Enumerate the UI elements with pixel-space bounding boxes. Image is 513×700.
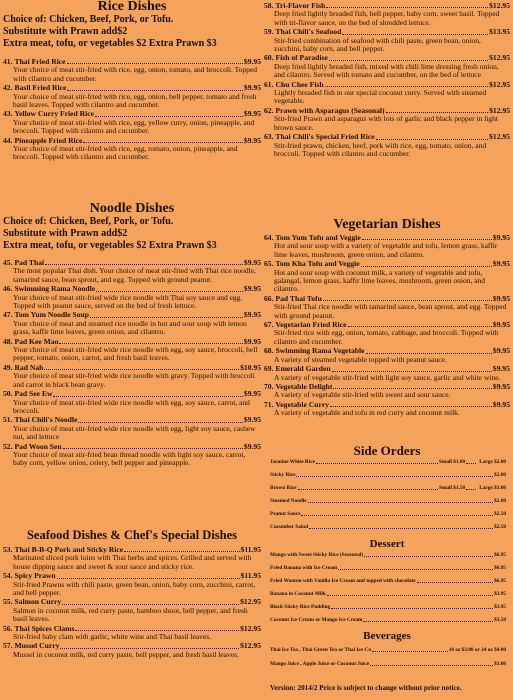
rice-extra: Extra meat, tofu, or vegetables $2 Extra Prawn $3 bbox=[3, 38, 217, 49]
menu-item-description: Hot and sour soup with coconut milk, a variety of vegetable and tofu, galangal, lemon grass, kaffir lime leaves, mushroom, green onion, and cilantro. bbox=[274, 267, 486, 294]
dot-leader bbox=[67, 84, 243, 90]
menu-item-price: $9.95 bbox=[492, 320, 510, 330]
menu-item-price: $12.95 bbox=[489, 53, 510, 63]
side-item-price: $3.50 bbox=[494, 617, 506, 623]
menu-item-number: 58. bbox=[264, 1, 274, 10]
side-row bbox=[270, 472, 506, 478]
menu-item bbox=[3, 110, 261, 135]
side-item-large-price: Large $3.00 bbox=[479, 485, 506, 491]
menu-item-name: Vegetarian Fried Rice bbox=[275, 320, 347, 330]
vegetarian-header bbox=[264, 218, 510, 232]
menu-item bbox=[3, 259, 261, 284]
dot-leader bbox=[78, 416, 243, 422]
dot-leader bbox=[363, 617, 493, 622]
side-item-price: $3.95 bbox=[494, 604, 506, 610]
dot-leader bbox=[417, 578, 493, 583]
side-item-price: $6.95 bbox=[494, 578, 506, 584]
menu-item-description: Mussel in coconut milk, red curry paste, bell pepper, and fresh basil leaves. bbox=[13, 649, 239, 659]
menu-item-price: $9.95 bbox=[492, 364, 510, 374]
side-item-name: Cucumber Salad bbox=[270, 524, 309, 530]
menu-item-description: Deep fried lightly breaded fish, bell pepper, baby corn, sweet basil. Topped with tri-flavor sauce, on the bed of shredded lettuce. bbox=[274, 9, 500, 27]
menu-item bbox=[264, 234, 510, 259]
menu-item-name: Vegetable Curry bbox=[275, 399, 329, 409]
menu-item-price: $9.95 bbox=[243, 109, 261, 119]
menu-item-name: Thai Fried Rice bbox=[14, 57, 66, 66]
menu-item-number: 55. bbox=[3, 597, 13, 607]
side-item-name: Fried Banana with Ice Cream bbox=[270, 565, 338, 571]
menu-item-name: Pad Kee Mao bbox=[14, 336, 59, 346]
menu-item-description: Your choice of meat stir-fried with rice, egg, onion, tomato, and broccoli. Topped with cilantro and cucumber. bbox=[13, 65, 257, 83]
side-row bbox=[270, 578, 506, 584]
menu-item-description: Stir-fried rice with egg, onion, tomato, cabbage, and broccoli. Topped with cilantro and cucumber. bbox=[274, 328, 499, 346]
menu-item-price: $9.95 bbox=[243, 389, 261, 399]
menu-item-description: A variety of steamed vegetable topped with peanut sauce. bbox=[274, 354, 447, 364]
menu-item bbox=[264, 260, 510, 294]
side-item-name: Banana in Coconut Milk bbox=[270, 591, 326, 597]
seafood-title: Seafood Dishes & Chef's Special Dishes bbox=[26, 528, 238, 542]
noodle-extra: Extra meat, tofu, or vegetables $2 Extra Prawn $3 bbox=[3, 240, 217, 251]
dot-leader bbox=[338, 565, 493, 570]
menu-item-name: Rad Nah bbox=[14, 362, 44, 372]
menu-item-number: 69. bbox=[264, 364, 274, 374]
dot-leader bbox=[62, 598, 239, 604]
menu-item-price: $9.95 bbox=[243, 310, 261, 320]
side-item-name: Jasmine White Rice bbox=[270, 459, 315, 465]
dot-leader bbox=[342, 28, 488, 34]
menu-item-price: $13.95 bbox=[489, 27, 510, 37]
dot-leader bbox=[332, 365, 492, 371]
menu-item bbox=[3, 338, 261, 363]
dot-leader bbox=[45, 259, 243, 265]
menu-item bbox=[3, 390, 261, 415]
menu-item bbox=[3, 285, 261, 310]
menu-item-description: Stir-fried Thai rice noodle with tamarind sauce, bean sprout, and egg. Topped with ground peanut. bbox=[274, 302, 507, 320]
menu-item-price: $9.95 bbox=[243, 336, 261, 346]
dot-leader bbox=[361, 260, 492, 266]
menu-item-number: 43. bbox=[3, 109, 13, 119]
menu-item bbox=[264, 383, 510, 400]
menu-item-number: 59. bbox=[264, 27, 274, 37]
menu-item-name: Thai Chili's Special Fried Rice bbox=[275, 132, 375, 142]
menu-item-number: 53. bbox=[3, 545, 13, 554]
menu-item-price: $9.95 bbox=[492, 293, 510, 303]
menu-item-description: Your choice of meat stir-fried with rice, egg, yellow curry, onion, pineapple, and broccoli. Topped with cilantro and cucumber. bbox=[13, 117, 255, 136]
menu-item-price: $12.95 bbox=[489, 79, 510, 89]
menu-item-number: 46. bbox=[3, 284, 13, 294]
menu-item bbox=[3, 364, 261, 389]
menu-item-name: Tom Yum Tofu and Veggie bbox=[275, 233, 361, 242]
menu-item-price: $11.95 bbox=[240, 545, 261, 554]
dot-leader bbox=[308, 498, 493, 503]
side-item-price: $3.95 bbox=[494, 591, 506, 597]
side-item-price: $6.95 bbox=[494, 565, 506, 571]
side-row bbox=[270, 661, 506, 667]
seafood-header bbox=[3, 528, 261, 542]
menu-item bbox=[3, 642, 261, 659]
side-item-name: Coconut Ice Cream or Mango Ice Cream bbox=[270, 617, 363, 623]
menu-item-price: $9.95 bbox=[243, 83, 261, 93]
dot-leader bbox=[301, 511, 493, 516]
specials-list bbox=[264, 2, 510, 159]
side-row bbox=[270, 552, 506, 558]
menu-item-name: Thai B-B-Q Pork and Sticky Rice bbox=[14, 545, 124, 554]
menu-item bbox=[3, 58, 261, 83]
dot-leader bbox=[296, 472, 493, 477]
menu-item-name: Tom Yum Noodle Soup bbox=[14, 310, 89, 320]
noodle-header bbox=[3, 202, 261, 252]
side-orders-title: Side Orders bbox=[353, 443, 421, 458]
menu-item bbox=[3, 416, 261, 441]
dot-leader bbox=[376, 133, 488, 139]
side-item-price: $2.50 bbox=[494, 511, 506, 517]
menu-item bbox=[264, 54, 510, 79]
menu-item-description: Your choice of meat stir-fried wide rice noodle with egg, soy sauce, carrot, and broccoli. bbox=[13, 397, 250, 415]
noodle-title: Noodle Dishes bbox=[89, 201, 175, 216]
side-row bbox=[270, 459, 506, 465]
menu-item-price: $12.95 bbox=[240, 597, 261, 607]
rice-substitute: Substitute with Prawn add$2 bbox=[3, 26, 128, 37]
side-item-name: Peanut Sauce bbox=[270, 511, 301, 517]
menu-item-description: Marinated sliced pork loins with Thai herbs and spices. Grilled and served with house dipping sauce and sweet & sour sauce and sticky rice. bbox=[13, 553, 252, 571]
side-row bbox=[270, 591, 506, 597]
menu-item bbox=[264, 28, 510, 53]
menu-item-price: $9.95 bbox=[243, 258, 261, 267]
side-row bbox=[270, 604, 506, 610]
dot-leader bbox=[364, 552, 493, 557]
menu-item-price: $12.95 bbox=[489, 132, 510, 142]
dot-leader bbox=[333, 383, 492, 389]
menu-item-name: Pineapple Fried Rice bbox=[14, 135, 83, 145]
menu-item-price: $12.95 bbox=[489, 105, 510, 115]
menu-item bbox=[264, 365, 510, 382]
menu-item-description: Stir-fried combination of seafood with chili paste, green bean, onion, zucchini, baby corn, and bell pepper. bbox=[274, 35, 481, 54]
menu-item-number: 42. bbox=[3, 83, 13, 93]
side-item-name: Black Sticky Rice Pudding bbox=[270, 604, 331, 610]
menu-item-name: Fish of Paradise bbox=[275, 53, 328, 63]
menu-item-name: Swimming Rama Noodle bbox=[14, 284, 96, 294]
menu-item-number: 71. bbox=[264, 399, 274, 409]
dot-leader bbox=[386, 107, 489, 113]
dot-leader bbox=[325, 81, 489, 87]
dot-leader bbox=[316, 459, 438, 464]
menu-item-number: 41. bbox=[3, 57, 13, 66]
menu-item-number: 50. bbox=[3, 389, 13, 399]
menu-item-number: 70. bbox=[264, 381, 274, 391]
menu-item-description: Stir-fried baby clam with garlic, white wine and Thai basil leaves. bbox=[13, 632, 211, 642]
dot-leader bbox=[53, 390, 242, 396]
menu-item-number: 62. bbox=[264, 105, 274, 115]
menu-item-price: $9.95 bbox=[492, 346, 510, 356]
dot-leader bbox=[348, 321, 492, 327]
menu-item-description: Salmon in coconut milk, red curry paste, bamboo shoot, bell pepper, and fresh basil leaves. bbox=[13, 605, 248, 624]
menu-item-description: Your choice of meat stir-fried wide rice noodle with egg, soy sauce, broccoli, bell pepper, tomato, onion, carrot, and fresh basil leaves. bbox=[13, 345, 258, 363]
menu-item-description: Your choice of meat stir-fried wide rice noodle with gravy. Topped with broccoli and carrot in black bean gravy. bbox=[13, 371, 255, 389]
menu-item-number: 64. bbox=[264, 233, 274, 242]
menu-item-price: $10.95 bbox=[240, 362, 261, 372]
menu-item-price: $9.95 bbox=[492, 233, 510, 242]
menu-item-price: $9.95 bbox=[243, 284, 261, 294]
dot-leader bbox=[83, 137, 242, 143]
side-row bbox=[270, 647, 506, 653]
menu-item-number: 45. bbox=[3, 258, 13, 267]
dot-leader bbox=[44, 364, 239, 370]
dot-leader bbox=[331, 604, 493, 609]
menu-item bbox=[3, 137, 261, 162]
rice-list bbox=[3, 58, 261, 163]
menu-item-price: $9.95 bbox=[243, 57, 261, 66]
menu-item-description: A variety of vegetable stir-fried with light soy sauce, garlic and white wine. bbox=[274, 372, 501, 382]
menu-item-number: 65. bbox=[264, 259, 274, 269]
dot-leader bbox=[327, 591, 493, 596]
menu-item-price: $12.95 bbox=[240, 623, 261, 633]
menu-item-description: A variety of vegetable stir-fried with sweet and sour sauce. bbox=[274, 390, 451, 400]
menu-item bbox=[3, 572, 261, 597]
menu-item bbox=[264, 133, 510, 158]
dot-leader bbox=[366, 347, 492, 353]
menu-item-number: 56. bbox=[3, 623, 13, 633]
menu-item bbox=[3, 311, 261, 336]
side-item-name: Mango Juice , Apple Juice or Coconut Juice bbox=[270, 661, 370, 667]
dessert-section bbox=[264, 538, 510, 550]
dot-leader bbox=[124, 546, 239, 552]
menu-item-name: Thai Spices Clams bbox=[14, 623, 75, 633]
side-row bbox=[270, 524, 506, 530]
menu-item-description: Stir-fried Prawns with chili paste, green bean, onion, baby corn, zucchini, carrot, and bell pepper. bbox=[13, 579, 256, 598]
menu-item bbox=[3, 598, 261, 623]
seafood-list bbox=[3, 546, 261, 660]
menu-item-number: 48. bbox=[3, 336, 13, 346]
dessert-title: Dessert bbox=[369, 538, 405, 550]
side-item-small-price: Small $1.00 bbox=[439, 459, 466, 465]
side-item-large-price: Large $2.00 bbox=[479, 459, 506, 465]
rice-header bbox=[3, 0, 261, 50]
menu-item-description: Stir-fried prawn, chicken, beef, pork with rice, egg, tomato, onion, and broccoli. Topped with cilantro and cucumber. bbox=[274, 140, 487, 158]
side-item-small-price: Small $1.50 bbox=[439, 485, 466, 491]
side-item-price: $2.00 bbox=[494, 472, 506, 478]
dot-leader bbox=[96, 285, 243, 291]
menu-item-price: $12.95 bbox=[240, 641, 261, 651]
menu-item-price: $9.95 bbox=[492, 259, 510, 269]
beverages-title: Beverages bbox=[363, 630, 411, 642]
menu-item-number: 51. bbox=[3, 415, 13, 425]
menu-item-number: 67. bbox=[264, 320, 274, 330]
menu-item-price: $11.95 bbox=[240, 571, 261, 581]
menu-item-name: Thai Chili's Noodle bbox=[14, 415, 78, 425]
side-row bbox=[270, 565, 506, 571]
menu-item-name: Pad Thai Tofu bbox=[275, 293, 322, 303]
dot-leader bbox=[95, 110, 243, 116]
side-item-name: Sticky Rice bbox=[270, 472, 296, 478]
dot-leader bbox=[75, 625, 239, 631]
dot-leader bbox=[90, 311, 243, 317]
dot-leader bbox=[298, 485, 438, 490]
side-item-price: $2.00 bbox=[494, 498, 506, 504]
menu-item-number: 54. bbox=[3, 571, 13, 581]
dot-leader bbox=[59, 338, 243, 344]
menu-item-name: Prawn with Asparagus (Seasonal) bbox=[275, 105, 385, 115]
menu-item-number: 63. bbox=[264, 132, 274, 142]
menu-item-price: $9.95 bbox=[243, 135, 261, 145]
rice-choice: Choice of: Chicken, Beef, Pork, or Tofu. bbox=[3, 14, 174, 25]
menu-item bbox=[264, 401, 510, 418]
menu-item-price: $9.95 bbox=[243, 441, 261, 451]
menu-item bbox=[3, 625, 261, 642]
vegetarian-title: Vegetarian Dishes bbox=[333, 217, 441, 232]
menu-item-name: Thai Chili's Seafood bbox=[275, 27, 342, 37]
side-item-name: Steamed Noodle bbox=[270, 498, 307, 504]
menu-item-price: $9.95 bbox=[492, 399, 510, 409]
dot-leader bbox=[466, 485, 476, 490]
menu-item-description: Stir-fried Prawn and asparagus with lots of garlic and black pepper in light brown sauce. bbox=[274, 114, 498, 132]
menu-item bbox=[264, 347, 510, 364]
side-item-price: $2.50 bbox=[494, 524, 506, 530]
menu-item-description: Your choice of meat and steamed rice noodle in hot and sour soup with lemon grass, kaffir lime leaves, green onion, and cilantro. bbox=[13, 318, 247, 337]
menu-item bbox=[3, 546, 261, 571]
menu-item bbox=[3, 84, 261, 109]
menu-item bbox=[264, 295, 510, 320]
menu-item-name: Spicy Prawn bbox=[14, 571, 56, 581]
side-item-name: Brown Rice bbox=[270, 485, 297, 491]
menu-item-number: 68. bbox=[264, 346, 274, 356]
menu-item-description: Hot and sour soup with a variety of vegetable and tofu, lemon grass, kaffir lime leaves, mushroom, green onion, and cilantro. bbox=[274, 241, 498, 259]
menu-item-number: 52. bbox=[3, 441, 13, 451]
side-row bbox=[270, 498, 506, 504]
menu-item-name: Swimming Rama Vegetable bbox=[275, 346, 365, 356]
side-orders-list bbox=[270, 459, 506, 537]
menu-item-number: 66. bbox=[264, 293, 274, 303]
menu-item-price: $12.95 bbox=[489, 1, 510, 10]
menu-item-number: 47. bbox=[3, 310, 13, 320]
menu-item-name: Pad See Ew bbox=[14, 389, 53, 399]
menu-item-number: 60. bbox=[264, 53, 274, 63]
side-row bbox=[270, 485, 506, 491]
version-note: Version: 2014/2 Price is subject to change without prior notice. bbox=[270, 684, 462, 692]
side-item-name: Fried Wonton with Vanilla Ice Cream and topped with chocolate bbox=[270, 578, 416, 584]
dot-leader bbox=[362, 234, 492, 240]
side-row bbox=[270, 511, 506, 517]
menu-item-description: Lightly breaded fish in our special coconut curry. Served with steamed vegetable. bbox=[274, 88, 487, 106]
vegetarian-list bbox=[264, 234, 510, 419]
dot-leader bbox=[63, 443, 243, 449]
menu-item-name: Mussel Curry bbox=[14, 641, 60, 651]
menu-item-name: Vegetable Delight bbox=[275, 381, 333, 391]
menu-item-description: Your choice of meat stir-fried with rice, egg, onion, bell pepper, tomato and fresh basil leaves. Topped with cilantro and cucumber. bbox=[13, 91, 257, 110]
dot-leader bbox=[309, 524, 493, 529]
menu-item-name: Pad Woon Sen bbox=[14, 441, 62, 451]
dot-leader bbox=[326, 2, 488, 8]
menu-item-name: Chu Chee Fish bbox=[275, 79, 324, 89]
menu-item-description: A variety of vegetable and tofu in red curry and coconut milk. bbox=[274, 408, 460, 418]
side-row bbox=[270, 617, 506, 623]
menu-item-name: Tom Kha Tofu and Veggie bbox=[275, 259, 360, 269]
menu-item-number: 44. bbox=[3, 135, 13, 145]
menu-item-description: The most popular Thai dish. Your choice of meat stir-fried with Thai rice noodle, tamarind sauce, bean sprout, and egg. Topped with ground peanut. bbox=[13, 266, 256, 284]
noodle-list bbox=[3, 259, 261, 469]
dot-leader bbox=[60, 642, 239, 648]
menu-item-name: Pad Thai bbox=[14, 258, 45, 267]
dot-leader bbox=[466, 459, 476, 464]
menu-item-name: Emerald Garden bbox=[275, 364, 331, 374]
side-item-name: Mango with Sweet Sticky Rice (Seasonal) bbox=[270, 552, 364, 558]
menu-item-number: 49. bbox=[3, 362, 13, 372]
menu-item-name: Basil Fried Rice bbox=[14, 83, 67, 93]
menu-item-name: Yellow Curry Fried Rice bbox=[14, 109, 95, 119]
menu-item-description: Your choice of meat stir-fried wide rice noodle with Thai soy sauce and egg. Topped with peanut sauce, served on the bed of fresh lettuce. bbox=[13, 292, 243, 311]
menu-item-description: Your choice of meat stir-fried bean thread noodle with light soy sauce, carrot, baby corn, yellow onion, celery, bell pepper and pineapple. bbox=[13, 449, 246, 468]
menu-item-description: Deep fried lightly breaded fish, mixed with chili lime dressing fresh onion, and cilantro. Served with tomato and cucumber, on the bed of lettuce bbox=[274, 61, 499, 80]
menu-item-description: Your choice of meat stir-fried with rice, egg, tomato, onion, pineapple, and broccoli. Topped with cilantro and cucumber. bbox=[13, 144, 238, 162]
menu-item bbox=[264, 81, 510, 106]
menu-item-number: 61. bbox=[264, 79, 274, 89]
menu-item bbox=[3, 443, 261, 468]
noodle-choice: Choice of: Chicken, Beef, Pork, or Tofu. bbox=[3, 216, 174, 227]
menu-item-name: Tri-Flavor Fish bbox=[275, 1, 326, 10]
menu-item-price: $9.95 bbox=[243, 415, 261, 425]
menu-item bbox=[264, 321, 510, 346]
menu-item bbox=[264, 107, 510, 132]
beverages-section bbox=[264, 630, 510, 642]
menu-item-number: 57. bbox=[3, 641, 13, 651]
menu-item bbox=[264, 2, 510, 27]
noodle-substitute: Substitute with Prawn add$2 bbox=[3, 228, 128, 239]
side-item-price: 16 oz $3.00 or 24 oz $4.00 bbox=[448, 647, 506, 653]
side-item-price: $6.95 bbox=[494, 552, 506, 558]
dot-leader bbox=[372, 647, 448, 652]
side-item-price: $3.00 bbox=[494, 661, 506, 667]
dot-leader bbox=[323, 295, 492, 301]
menu-item-description: Your choice of meat stir-fried wide rice noodle with egg, light soy sauce, cashew nut, and lettuce bbox=[13, 423, 256, 442]
dessert-list bbox=[270, 552, 506, 630]
menu-item-price: $9.95 bbox=[492, 381, 510, 391]
side-item-name: Thai Ice Tea , Thai Green Tea or Thai Ice Co bbox=[270, 647, 371, 653]
rice-title: Rice Dishes bbox=[97, 0, 167, 14]
side-orders-section bbox=[264, 443, 510, 459]
menu-item-name: Salmon Curry bbox=[14, 597, 62, 607]
dot-leader bbox=[57, 572, 240, 578]
dot-leader bbox=[330, 401, 492, 407]
dot-leader bbox=[67, 58, 243, 64]
dot-leader bbox=[370, 661, 493, 666]
dot-leader bbox=[329, 54, 488, 60]
beverages-list bbox=[270, 647, 506, 675]
